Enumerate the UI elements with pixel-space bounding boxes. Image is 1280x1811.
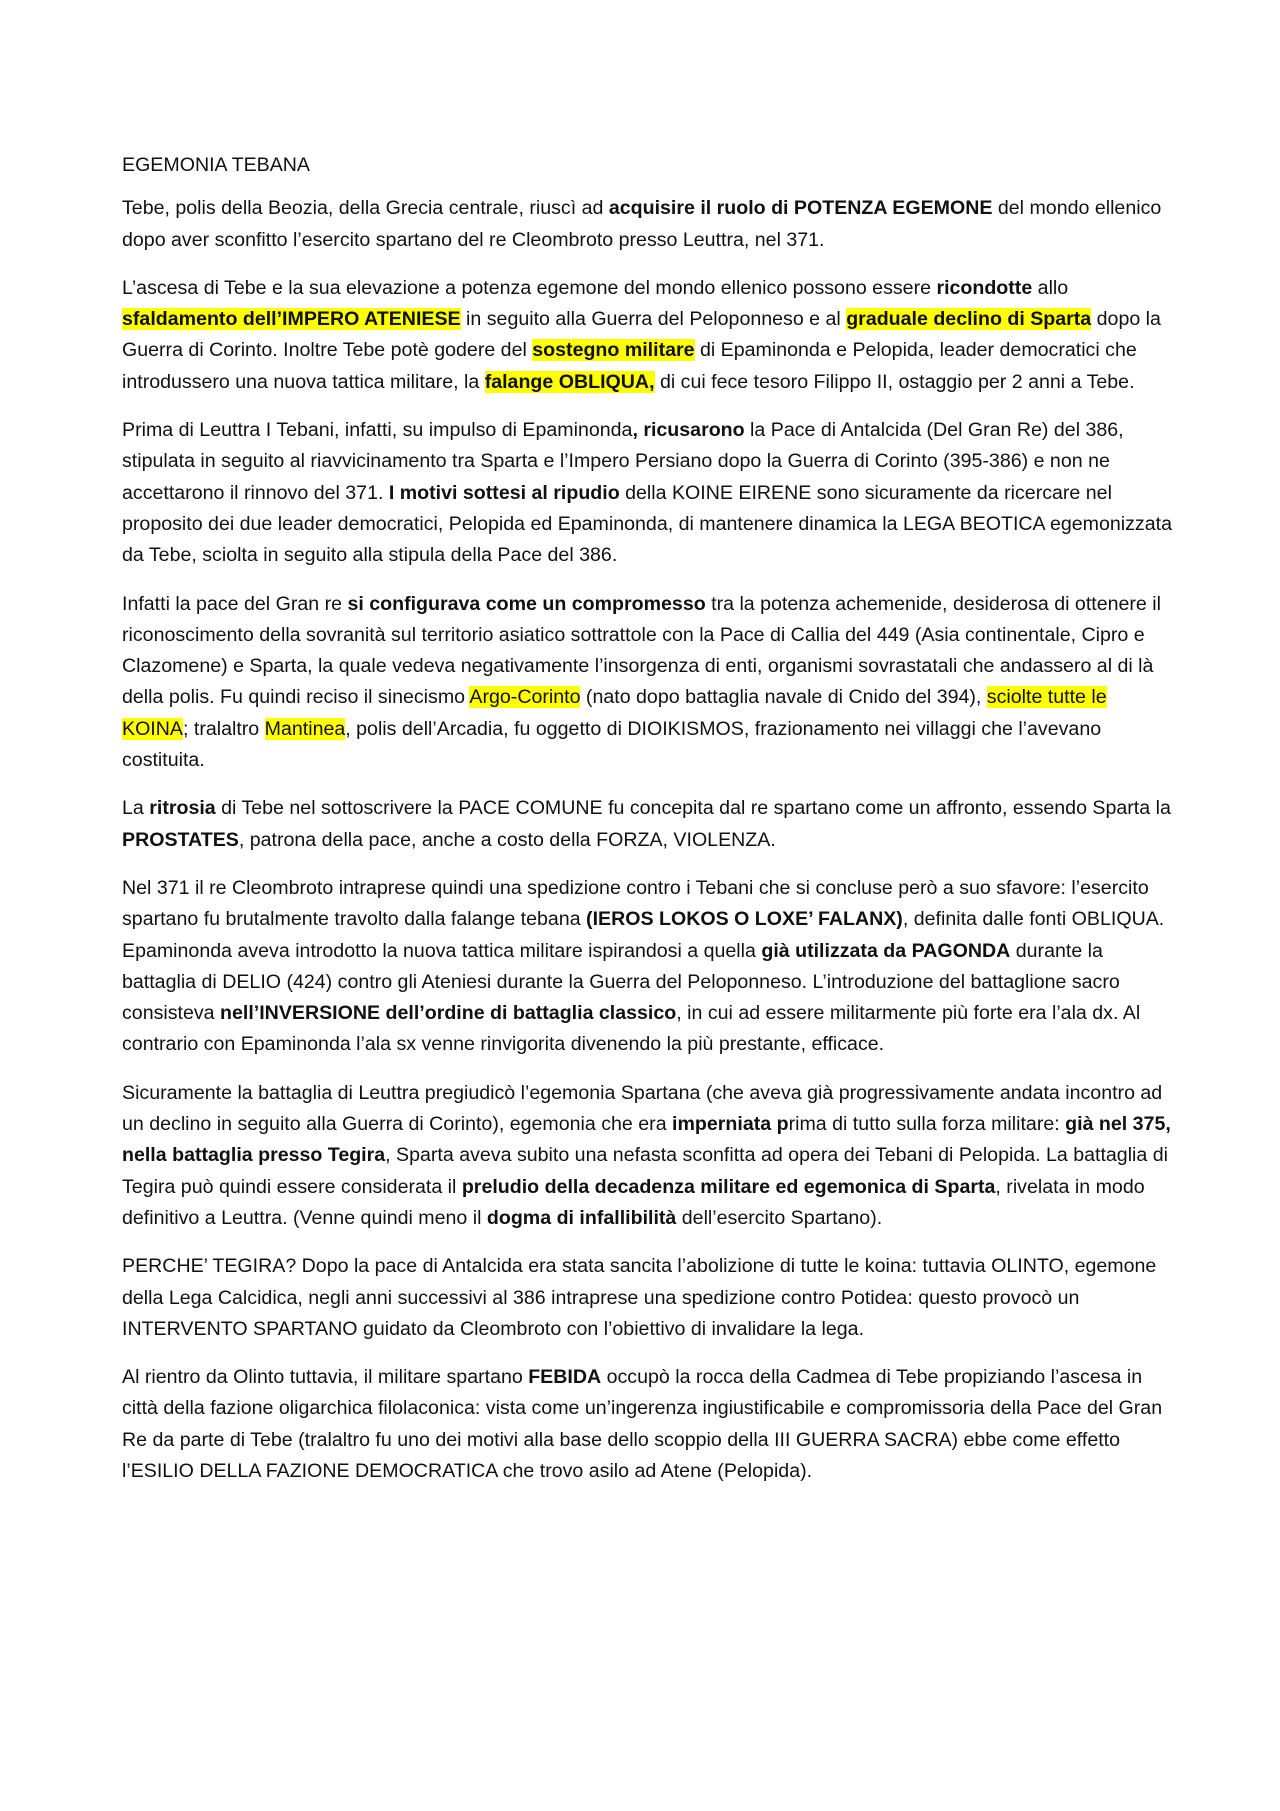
text-run: della KOINE EIRENE sono sicuramente da ricercare nel proposito dei due leader democratici, Pelopida ed Epaminonda, di mantenere dinamica la LEGA BEOTICA egemonizzata da Tebe, sciolta in seguito alla stipula della Pace del 386.: [122, 481, 1172, 567]
highlighted-text: Argo-Corinto: [469, 686, 581, 709]
document-title: EGEMONIA TEBANA: [122, 154, 311, 176]
text-run: Infatti la pace del Gran re: [122, 592, 348, 615]
highlighted-text: graduale declino di Sparta: [846, 308, 1092, 331]
bold-text: si configurava come un compromesso: [347, 592, 706, 615]
text-run: di Epaminonda e Pelopida, leader democratici che introdussero una nuova tattica militare, la: [122, 339, 1137, 393]
text-run: rima di tutto sulla forza militare:: [788, 1113, 1066, 1136]
text-run: Nel 371 il re Cleombroto intraprese quindi una spedizione contro i Tebani che si concluse però a suo sfavore: l’esercito spartano fu brutalmente travolto dalla falange tebana: [122, 876, 1149, 931]
paragraph: [122, 273, 1172, 398]
text-run: Al rientro da Olinto tuttavia, il militare spartano: [122, 1366, 529, 1389]
bold-text: acquisire il ruolo di POTENZA EGEMONE: [608, 197, 993, 220]
text-run: di cui fece tesoro Filippo II, ostaggio per 2 anni a Tebe.: [654, 370, 1135, 393]
paragraph: [122, 1362, 1172, 1487]
text-run: , in cui ad essere militarmente più forte era l’ala dx. Al contrario con Epaminonda l’ala sx venne rinvigorita divenendo la più prestante, efficace.: [122, 1002, 1141, 1056]
paragraph-list: [122, 193, 1172, 1487]
bold-text: imperniata p: [672, 1113, 789, 1136]
paragraph: [122, 1078, 1172, 1234]
paragraph: [122, 873, 1172, 1061]
text-run: La: [122, 797, 150, 820]
text-run: ; tralaltro: [182, 717, 265, 740]
paragraph: [122, 793, 1172, 856]
bold-text: FEBIDA: [528, 1366, 602, 1389]
text-run: occupò la rocca della Cadmea di Tebe propiziando l’ascesa in città della fazione oligarchica filolaconica: vista come un’ingerenza ingiustificabile e compromissoria della Pace del Gran Re da parte di Tebe (tralaltro fu uno dei motivi alla base dello scoppio della III GUERRA SACRA) ebbe come effetto l’ESILIO DELLA FAZIONE DEMOCRATICA che trovo asilo ad Atene (Pelopida).: [122, 1366, 1163, 1482]
paragraph: [122, 1251, 1172, 1345]
paragraph: [122, 589, 1172, 777]
text-run: Tebe, polis della Beozia, della Grecia centrale, riuscì ad: [122, 197, 609, 220]
bold-text: dogma di infallibilità: [486, 1206, 677, 1229]
text-run: (nato dopo battaglia navale di Cnido del 394),: [580, 686, 987, 709]
text-run: , polis dell’Arcadia, fu oggetto di DIOIKISMOS, frazionamento nei villaggi che l’avevano costituita.: [122, 717, 1102, 772]
document-body: [122, 150, 1172, 1504]
text-run: dopo la Guerra di Corinto. Inoltre Tebe potè godere del: [122, 308, 1161, 362]
text-run: dell’esercito Spartano).: [676, 1206, 883, 1229]
bold-text: preludio della decadenza militare ed egemonica di Sparta: [461, 1175, 996, 1198]
bold-text: (IEROS LOKOS O LOXE’ FALANX): [586, 908, 903, 931]
bold-text: già nel 375, nella battaglia presso Tegira: [122, 1113, 1171, 1167]
text-run: allo: [1032, 276, 1069, 299]
bold-text: PROSTATES: [122, 828, 239, 851]
bold-text: nell’INVERSIONE dell’ordine di battaglia classico: [220, 1002, 677, 1025]
bold-text: ricondotte: [936, 276, 1033, 299]
text-run: , definita dalle fonti OBLIQUA. Epaminonda aveva introdotto la nuova tattica militare ispirandosi a quella: [122, 908, 1165, 962]
text-run: , rivelata in modo definitivo a Leuttra. (Venne quindi meno il: [122, 1175, 1145, 1229]
text-run: L’ascesa di Tebe e la sua elevazione a potenza egemone del mondo ellenico possono essere: [122, 276, 937, 299]
highlighted-text: falange OBLIQUA,: [484, 370, 655, 393]
text-run: , patrona della pace, anche a costo della FORZA, VIOLENZA.: [238, 828, 776, 851]
text-run: , Sparta aveva subito una nefasta sconfitta ad opera dei Tebani di Pelopida. La battaglia di Tegira può quindi essere considerata il: [122, 1144, 1169, 1198]
highlighted-text: Mantinea: [264, 717, 346, 740]
text-run: durante la battaglia di DELIO (424) contro gli Ateniesi durante la Guerra del Peloponneso. L’introduzione del battaglione sacro consisteva: [122, 939, 1120, 1025]
highlighted-text: sfaldamento dell’IMPERO ATENIESE: [122, 308, 461, 331]
text-run: del mondo ellenico dopo aver sconfitto l’esercito spartano del re Cleombroto presso Leuttra, nel 371.: [122, 197, 1162, 251]
text-run: in seguito alla Guerra del Peloponneso e al: [460, 308, 847, 331]
bold-text: I motivi sottesi al ripudio: [388, 481, 620, 504]
paragraph: [122, 193, 1172, 256]
text-run: tra la potenza achemenide, desiderosa di ottenere il riconoscimento della sovranità sul territorio asiatico sottrattole con la Pace di Callia del 449 (Asia continentale, Cipro e Clazomene) e Sparta, la quale vedeva negativamente l’insorgenza di enti, organismi sovrastatali che andassero al di là della polis. Fu quindi reciso il sinecismo: [122, 592, 1161, 709]
text-run: di Tebe nel sottoscrivere la PACE COMUNE fu concepita dal re spartano come un affronto, essendo Sparta la: [215, 797, 1171, 820]
text-run: PERCHE’ TEGIRA? Dopo la pace di Antalcida era stata sancita l’abolizione di tutte le koina: tuttavia OLINTO, egemone della Lega Calcidica, negli anni successivi al 386 intraprese una spedizione contro Potidea: questo provocò un INTERVENTO SPARTANO guidato da Cleombroto con l’obiettivo di invalidare la lega.: [122, 1255, 1157, 1340]
text-run: Prima di Leuttra I Tebani, infatti, su impulso di Epaminonda: [122, 419, 633, 442]
highlighted-text: sostegno militare: [532, 339, 695, 362]
highlighted-text: sciolte tutte le KOINA: [122, 686, 1107, 740]
bold-text: , ricusarono: [632, 419, 745, 442]
text-run: la Pace di Antalcida (Del Gran Re) del 386, stipulata in seguito al riavvicinamento tra Sparta e l’Impero Persiano dopo la Guerra di Corinto (395-386) e non ne accettarono il rinnovo del 371.: [122, 419, 1124, 504]
paragraph: [122, 415, 1172, 571]
bold-text: già utilizzata da PAGONDA: [761, 939, 1011, 962]
text-run: Sicuramente la battaglia di Leuttra pregiudicò l’egemonia Spartana (che aveva già progressivamente andata incontro ad un declino in seguito alla Guerra di Corinto), egemonia che era: [122, 1081, 1163, 1136]
bold-text: ritrosia: [149, 797, 216, 820]
